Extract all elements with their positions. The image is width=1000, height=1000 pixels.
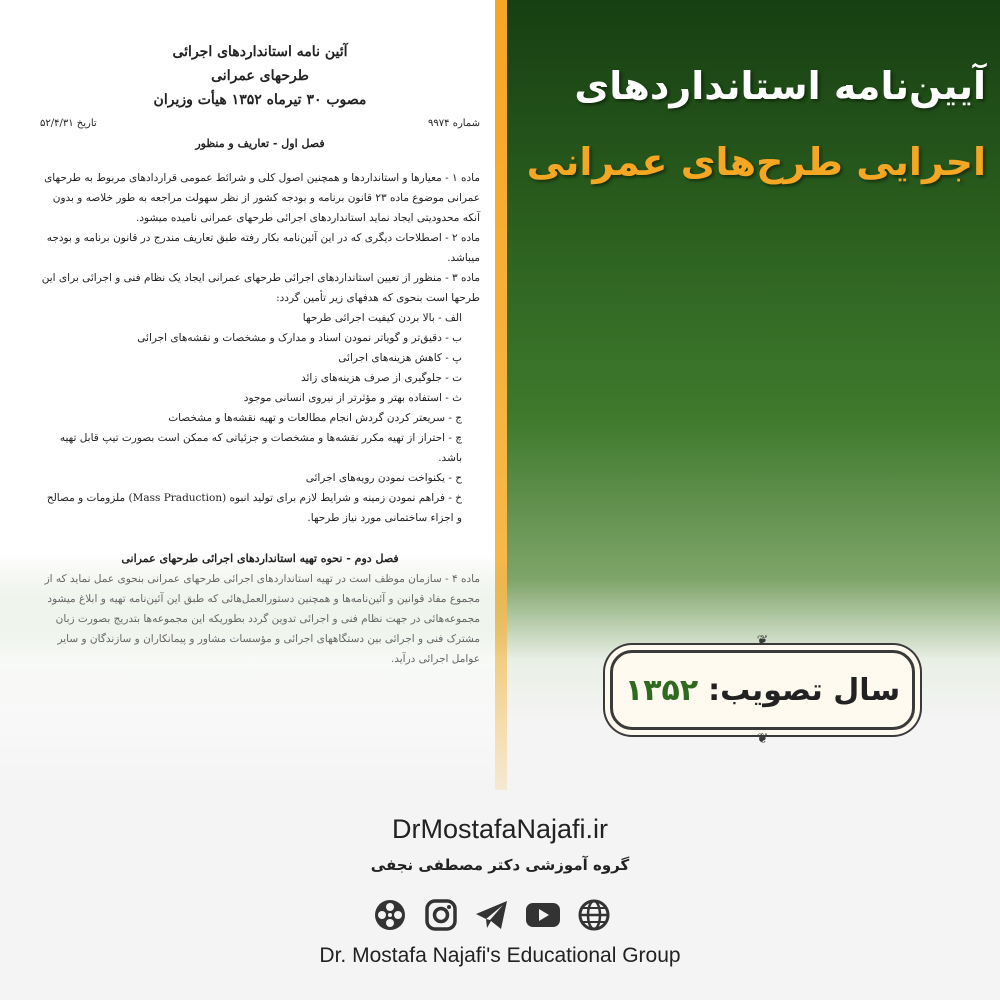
year-badge — [610, 633, 915, 747]
group-name-fa: گروه آموزشی دکتر مصطفی نجفی — [370, 856, 630, 874]
doc-number: شماره ۹۹۷۴ — [428, 118, 480, 129]
ornament-icon: ❦ — [756, 633, 769, 649]
doc-item: چ - احتراز از تهیه مکرر نقشه‌ها و مشخصات و جزئیاتی که ممکن است بصورت تیپ قابل تهیه باشد. — [59, 432, 462, 464]
document-scan — [0, 0, 495, 790]
doc-article2: ماده ۲ - اصطلاحات دیگری که در این آئین‌نامه بکار رفته طبق تعاریف مندرج در قانون برنامه و بودجه میباشد. — [46, 232, 480, 264]
headline-line1: آیین‌نامه استانداردهای — [574, 64, 986, 108]
badge-label: سال تصویب: — [708, 672, 901, 708]
doc-chapter2: فصل دوم - نحوه تهیه استانداردهای اجرائی طرحهای عمرانی — [121, 552, 399, 565]
instagram-icon[interactable] — [423, 897, 459, 933]
ornament-icon: ❦ — [756, 731, 769, 747]
doc-article3: ماده ۳ - منظور از تعیین استانداردهای اجرائی طرحهای عمرانی ایجاد یک نظام فنی و اجرائی برای این طرحها است بنحوی که هدفهای زیر تأمین گردد: — [41, 272, 480, 304]
telegram-icon[interactable] — [474, 897, 510, 933]
doc-article1: ماده ۱ - معیارها و استانداردها و همچنین اصول کلی و شرائط عمومی قراردادهای مربوط به طرحهای عمرانی موضوع ماده ۲۳ قانون برنامه و بودجه کشور از نظر سهولت مراجعه به طور خلاصه و بدون آنکه محدودیتی ایجاد نماید استانداردهای اجرائی طرحهای عمرانی نامیده میشود. — [44, 172, 480, 224]
doc-item: ث - استفاده بهتر و مؤثرتر از نیروی انسانی موجود — [243, 392, 462, 404]
youtube-icon[interactable] — [525, 897, 561, 933]
doc-item: ح - یکنواخت نمودن رویه‌های اجرائی — [305, 472, 462, 484]
group-name-en: Dr. Mostafa Najafi's Educational Group — [319, 944, 681, 967]
orange-divider — [495, 0, 507, 790]
doc-item: ب - دقیق‌تر و گویاتر نمودن اسناد و مدارک و مشخصات و نقشه‌های اجرائی — [137, 332, 462, 344]
headline-line2: اجرایی طرح‌های عمرانی — [526, 140, 986, 184]
social-icons — [372, 896, 612, 934]
doc-item: الف - بالا بردن کیفیت اجرائی طرحها — [302, 312, 462, 324]
website-url[interactable]: DrMostafaNajafi.ir — [391, 814, 609, 844]
doc-item: ج - سریعتر کردن گردش انجام مطالعات و تهیه نقشه‌ها و مشخصات — [168, 412, 462, 424]
doc-item: خ - فراهم نمودن زمینه و شرایط لازم برای تولید انبوه (Mass Praduction) ملزومات و مصالح و اجزاء ساختمانی مورد نیاز طرحها. — [46, 492, 462, 524]
badge-year: ۱۳۵۲ — [624, 672, 699, 708]
doc-title-line1: آئین نامه استانداردهای اجرائی — [172, 44, 348, 60]
doc-item: پ - کاهش هزینه‌های اجرائی — [338, 352, 462, 364]
globe-icon[interactable] — [576, 897, 612, 933]
doc-date: تاریخ ۵۲/۴/۳۱ — [40, 118, 97, 129]
doc-article4: ماده ۴ - سازمان موظف است در تهیه استانداردهای اجرائی طرحهای عمرانی بنحوی عمل نماید که از مجموع مفاد قوانین و آئین‌نامه‌ها و همچنین دستورالعمل‌هائی که طبق این آئین‌نامه تهیه و ابلاغ میشود مجموعه‌هائی در جهت نظام فنی و اجرائی تدوین گردد بطوریکه این مجموعه‌ها بتدریج بصورت زبان مشترک فنی و اجرائی بین دستگاههای اجرائی و مؤسسات مشاور و پیمانکاران و سازندگان و سایر عوامل اجرائی درآید. — [44, 573, 480, 665]
doc-chapter1: فصل اول - تعاریف و منظور — [195, 137, 325, 150]
doc-item: ت - جلوگیری از صرف هزینه‌های زائد — [300, 372, 462, 384]
doc-title-line2: طرحهای عمرانی — [211, 68, 309, 84]
doc-title-line3: مصوب ۳۰ تیرماه ۱۳۵۲ هیأت وزیران — [153, 92, 367, 108]
film-reel-icon[interactable] — [372, 897, 408, 933]
doc-meta-row — [40, 118, 480, 129]
